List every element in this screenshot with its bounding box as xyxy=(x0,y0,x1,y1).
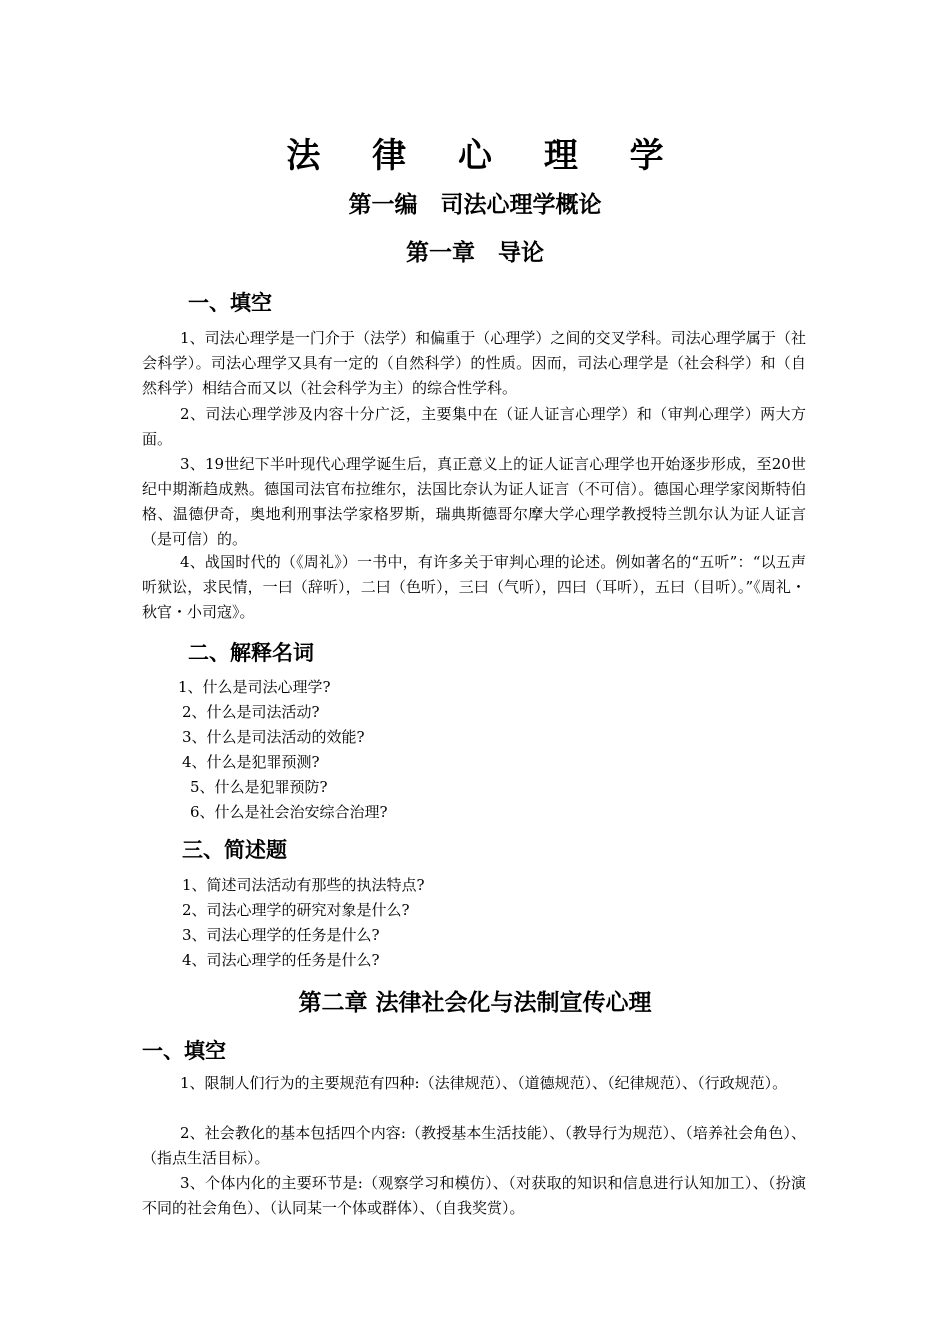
ch1-term-item-1: 1、什么是司法心理学? xyxy=(178,678,331,696)
ch1-term-item-4: 4、什么是犯罪预测? xyxy=(182,753,320,771)
ch2-fill-item-1: 1、限制人们行为的主要规范有四种:（法律规范）、（道德规范）、（纪律规范）、（行政规范）。 xyxy=(180,1074,788,1092)
ch1-fill-item-4: 4、战国时代的（《周礼》）一书中，有许多关于审判心理的论述。例如著名的“五听”：“以五声听狱讼，求民情，一曰（辞听），二曰（色听），三曰（气听），四曰（耳听），五曰（目听）。”《周礼・秋官・小司寇》。 xyxy=(142,553,806,621)
ch1-fill-item-3: 3、19世纪下半叶现代心理学诞生后，真正意义上的证人证言心理学也开始逐步形成，至20世纪中期渐趋成熟。德国司法官布拉维尔，法国比奈认为证人证言（不可信）。德国心理学家闵斯特伯格、温德伊奇，奥地利刑事法学家格罗斯，瑞典斯德哥尔摩大学心理学教授特兰凯尔认为证人证言（是可信）的。 xyxy=(142,455,806,548)
ch2-section-fill-heading: 一、填空 xyxy=(142,1039,226,1063)
ch1-term-item-3: 3、什么是司法活动的效能? xyxy=(182,728,365,746)
ch1-short-item-4: 4、司法心理学的任务是什么? xyxy=(182,951,380,969)
ch1-section-terms-heading: 二、解释名词 xyxy=(188,641,314,665)
chapter2-title: 第二章 法律社会化与法制宣传心理 xyxy=(298,990,652,1016)
chapter1-title: 第一章 导论 xyxy=(406,240,544,266)
ch1-term-item-5: 5、什么是犯罪预防? xyxy=(190,778,328,796)
ch1-section-short-heading: 三、简述题 xyxy=(182,838,287,862)
ch1-short-item-2: 2、司法心理学的研究对象是什么? xyxy=(182,901,410,919)
ch1-section-fill-heading: 一、填空 xyxy=(188,291,272,315)
ch1-short-item-1: 1、简述司法活动有那些的执法特点? xyxy=(182,876,425,894)
ch1-fill-item-2: 2、司法心理学涉及内容十分广泛，主要集中在（证人证言心理学）和（审判心理学）两大方面。 xyxy=(142,405,806,448)
ch2-fill-item-3: 3、个体内化的主要环节是:（观察学习和模仿）、（对获取的知识和信息进行认知加工）、（扮演不同的社会角色）、（认同某一个体或群体）、（自我奖赏）。 xyxy=(142,1174,806,1217)
ch1-term-item-6: 6、什么是社会治安综合治理? xyxy=(190,803,388,821)
part-title: 第一编 司法心理学概论 xyxy=(348,192,602,218)
ch1-fill-item-1: 1、司法心理学是一门介于（法学）和偏重于（心理学）之间的交叉学科。司法心理学属于（社会科学）。司法心理学又具有一定的（自然科学）的性质。因而，司法心理学是（社会科学）和（自然科学）相结合而又以（社会科学为主）的综合性学科。 xyxy=(142,329,806,397)
ch2-fill-item-2: 2、社会教化的基本包括四个内容:（教授基本生活技能）、（教导行为规范）、（培养社会角色）、（指点生活目标）。 xyxy=(142,1124,806,1167)
ch1-term-item-2: 2、什么是司法活动? xyxy=(182,703,320,721)
ch1-short-item-3: 3、司法心理学的任务是什么? xyxy=(182,926,380,944)
document-title: 法 律 心 理 学 xyxy=(286,136,684,176)
